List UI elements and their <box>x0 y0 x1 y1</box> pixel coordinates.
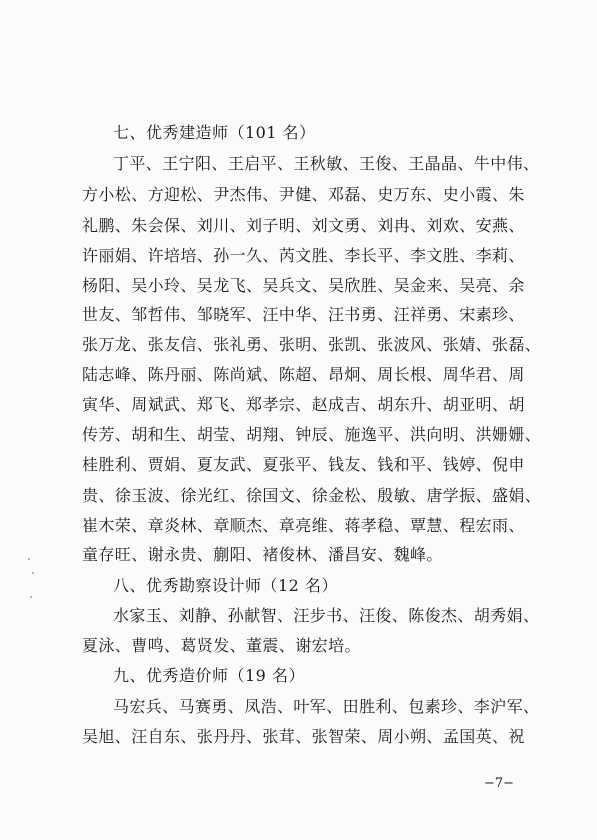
section-7-line-14: 童存旺、谢永贵、蒯阳、褚俊林、潘昌安、魏峰。 <box>82 545 443 564</box>
section-9-line-2: 吴旭、汪自东、张丹丹、张茸、张智荣、周小朔、孟国英、祝 <box>82 727 525 746</box>
section-7-line-6: 世友、邹哲伟、邹晓军、汪中华、汪书勇、汪祥勇、宋素珍、 <box>82 305 525 324</box>
section-9-line-1: 马宏兵、马赛勇、凤浩、叶军、田胜利、包素珍、李沪军、 <box>113 697 540 716</box>
section-7-line-3: 礼鹏、朱会保、刘川、刘子明、刘文勇、刘冉、刘欢、安燕、 <box>82 216 525 235</box>
section-7-line-13: 崔木荣、章炎林、章顺杰、章亮维、蒋孝稳、覃慧、程宏雨、 <box>82 516 525 535</box>
section-heading-7: 七、优秀建造师（101 名） <box>113 123 316 142</box>
section-7-line-10: 传芳、胡和生、胡莹、胡翔、钟辰、施逸平、洪向明、洪姗姗、 <box>82 425 542 444</box>
page-number: −7− <box>484 776 515 791</box>
section-7-line-2: 方小松、方迎松、尹杰伟、尹健、邓磊、史万东、史小霞、朱 <box>82 185 525 204</box>
section-8-line-2: 夏泳、曹鸣、葛贤发、董震、谢宏培。 <box>82 636 361 655</box>
section-7-line-11: 桂胜利、贾娟、夏友武、夏张平、钱友、钱和平、钱婷、倪申 <box>82 455 525 474</box>
section-7-line-5: 杨阳、吴小玲、吴龙飞、吴兵文、吴欣胜、吴金来、吴亮、余 <box>82 276 525 295</box>
section-7-line-7: 张万龙、张友信、张礼勇、张明、张凯、张波风、张婧、张磊、 <box>82 335 542 354</box>
section-8-line-1: 水家玉、刘静、孙献智、汪步书、汪俊、陈俊杰、胡秀娟、 <box>113 606 540 625</box>
section-heading-9: 九、优秀造价师（19 名） <box>113 666 305 685</box>
scan-speck <box>32 572 34 574</box>
section-7-line-12: 贵、徐玉波、徐光红、徐国文、徐金松、殷敏、唐学振、盛娟、 <box>82 486 542 505</box>
section-heading-8: 八、优秀勘察设计师（12 名） <box>113 576 338 595</box>
scan-speck <box>30 596 32 598</box>
section-7-line-4: 许丽娟、许培培、孙一久、芮文胜、李长平、李文胜、李莉、 <box>82 246 525 265</box>
section-7-line-9: 寅华、周斌武、郑飞、郑孝宗、赵成吉、胡东升、胡亚明、胡 <box>82 395 525 414</box>
section-7-line-8: 陆志峰、陈丹丽、陈尚斌、陈超、昂炯、周长根、周华君、周 <box>82 365 525 384</box>
section-7-line-1: 丁平、王宁阳、王启平、王秋敏、王俊、王晶晶、牛中伟、 <box>113 154 540 173</box>
scan-speck <box>28 558 30 560</box>
